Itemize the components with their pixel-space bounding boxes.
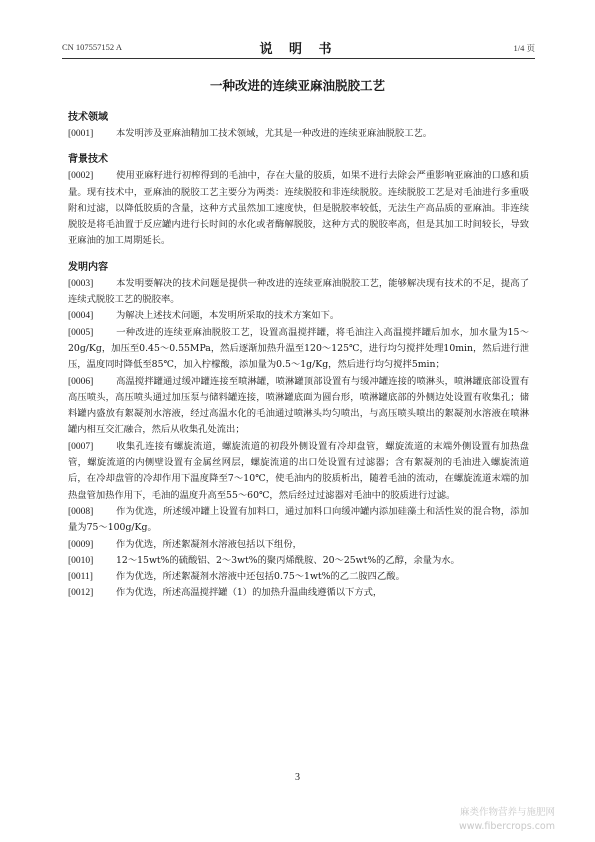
paragraph <box>68 569 529 585</box>
section-heading: 发明内容 <box>68 261 108 273</box>
paragraph <box>68 553 529 569</box>
document-title: 一种改进的连续亚麻油脱胶工艺 <box>209 78 385 93</box>
paragraph-text: 使用亚麻籽进行初榨得到的毛油中，存在大量的胶质，如果不进行去除会严重影响亚麻油的口感和质量。现有技术中，亚麻油的脱胶工艺主要分为两类：连续脱胶和非连续脱胶。连续脱胶工艺是对毛油进行多重吸附和过滤，以降低胶质的含量，这种方式虽然加工速度快，但是脱胶率较低，无法生产高品质的亚麻油。非连续脱胶是将毛油置于反应罐内进行长时间的水化或者酶解脱胶，这种方式的脱胶率高，但是其加工时间较长，导致亚麻油的加工周期延长。 <box>68 170 529 247</box>
site-watermark <box>459 806 555 834</box>
paragraph-number: [0009] <box>68 539 94 550</box>
paragraph-text: 本发明要解决的技术问题是提供一种改进的连续亚麻油脱胶工艺，能够解决现有技术的不足，提高了连续式脱胶工艺的脱胶率。 <box>68 277 529 306</box>
document-body <box>68 110 529 602</box>
header-rule <box>62 58 535 59</box>
page-header <box>62 38 535 56</box>
paragraph-number: [0002] <box>68 171 94 182</box>
paragraph-text: 12～15wt%的硫酸铝、2～3wt%的聚丙烯酰胺、20～25wt%的乙醇，余量为水。 <box>116 554 460 566</box>
paragraph <box>68 504 529 537</box>
paragraph-number: [0004] <box>68 311 94 322</box>
paragraph <box>68 308 529 324</box>
paragraph-text: 作为优选，所述缓冲罐上设置有加料口，通过加料口向缓冲罐内添加硅藻土和活性炭的混合物，添加量为75～100g/Kg。 <box>68 505 529 534</box>
paragraph <box>68 374 529 439</box>
paragraph-text: 本发明涉及亚麻油精加工技术领域，尤其是一种改进的连续亚麻油脱胶工艺。 <box>116 128 433 139</box>
paragraph <box>68 168 529 249</box>
paragraph-text: 作为优选，所述高温搅拌罐（1）的加热升温曲线遵循以下方式， <box>116 587 383 599</box>
paragraph-number: [0001] <box>68 129 94 139</box>
paragraph <box>68 585 529 601</box>
section-heading: 背景技术 <box>68 154 108 166</box>
paragraph-number: [0012] <box>68 588 94 599</box>
paragraph <box>68 126 529 142</box>
watermark-site-name: 麻类作物营养与施肥网 <box>459 807 555 818</box>
paragraph-number: [0007] <box>68 441 94 452</box>
document-type: 说 明 书 <box>259 42 338 57</box>
paragraph <box>68 439 529 504</box>
paragraph-text: 高温搅拌罐通过缓冲罐连接至喷淋罐，喷淋罐顶部设置有与缓冲罐连接的喷淋头，喷淋罐底部设置有高压喷头，高压喷头通过加压泵与储料罐连接，喷淋罐底面为圆台形，喷淋罐底部的外侧边处设置有收集孔；储料罐内盛放有絮凝剂水溶液，经过高温水化的毛油通过喷淋头均匀喷出，与高压喷头喷出的絮凝剂水溶液在喷淋罐内相互交汇融合，然后从收集孔处流出； <box>68 375 529 436</box>
paragraph <box>68 537 529 553</box>
section-heading: 技术领域 <box>68 112 108 123</box>
paragraph <box>68 276 529 309</box>
watermark-url: www.fibercrops.com <box>458 821 555 832</box>
paragraph-number: [0006] <box>68 376 94 387</box>
paragraph-number: [0003] <box>68 278 94 289</box>
page-indicator: 1/4 页 <box>513 43 535 53</box>
paragraph-text: 作为优选，所述絮凝剂水溶液中还包括0.75～1wt%的乙二胺四乙酸。 <box>116 571 405 583</box>
paragraph-text: 收集孔连接有螺旋流道，螺旋流道的初段外侧设置有冷却盘管，螺旋流道的末端外侧设置有加热盘管，螺旋流道的内侧壁设置有金属丝网层，螺旋流道的出口处设置有过滤器；含有絮凝剂的毛油进入螺旋流道后，在冷却盘管的冷却作用下温度降至7～10℃，使毛油内的胶质析出，随着毛油的流动，在螺旋流道末端的加热盘管加热作用下，毛油的温度升高至55～60℃，然后经过过滤器对毛油中的胶质进行过滤。 <box>68 440 529 501</box>
patent-number: CN 107557152 A <box>62 42 122 52</box>
paragraph-text: 一种改进的连续亚麻油脱胶工艺，设置高温搅拌罐，将毛油注入高温搅拌罐后加水，加水量为15～20g/Kg，加压至0.45～0.55MPa，然后逐渐加热升温至120～125℃，进行均匀搅拌处理10min，然后进行泄压，温度同时降低至85℃，加入柠檬酸，添加量为0.5～1g/Kg，然后进行均匀搅拌5min； <box>68 326 529 371</box>
paragraph-number: [0011] <box>68 572 93 583</box>
paragraph-number: [0010] <box>68 555 94 566</box>
page-number: 3 <box>295 772 300 783</box>
paragraph-number: [0005] <box>68 327 94 338</box>
paragraph <box>68 325 529 374</box>
paragraph-number: [0008] <box>68 506 94 517</box>
paragraph-text: 作为优选，所述絮凝剂水溶液包括以下组份， <box>116 538 302 550</box>
paragraph-text: 为解决上述技术问题，本发明所采取的技术方案如下。 <box>116 310 340 322</box>
